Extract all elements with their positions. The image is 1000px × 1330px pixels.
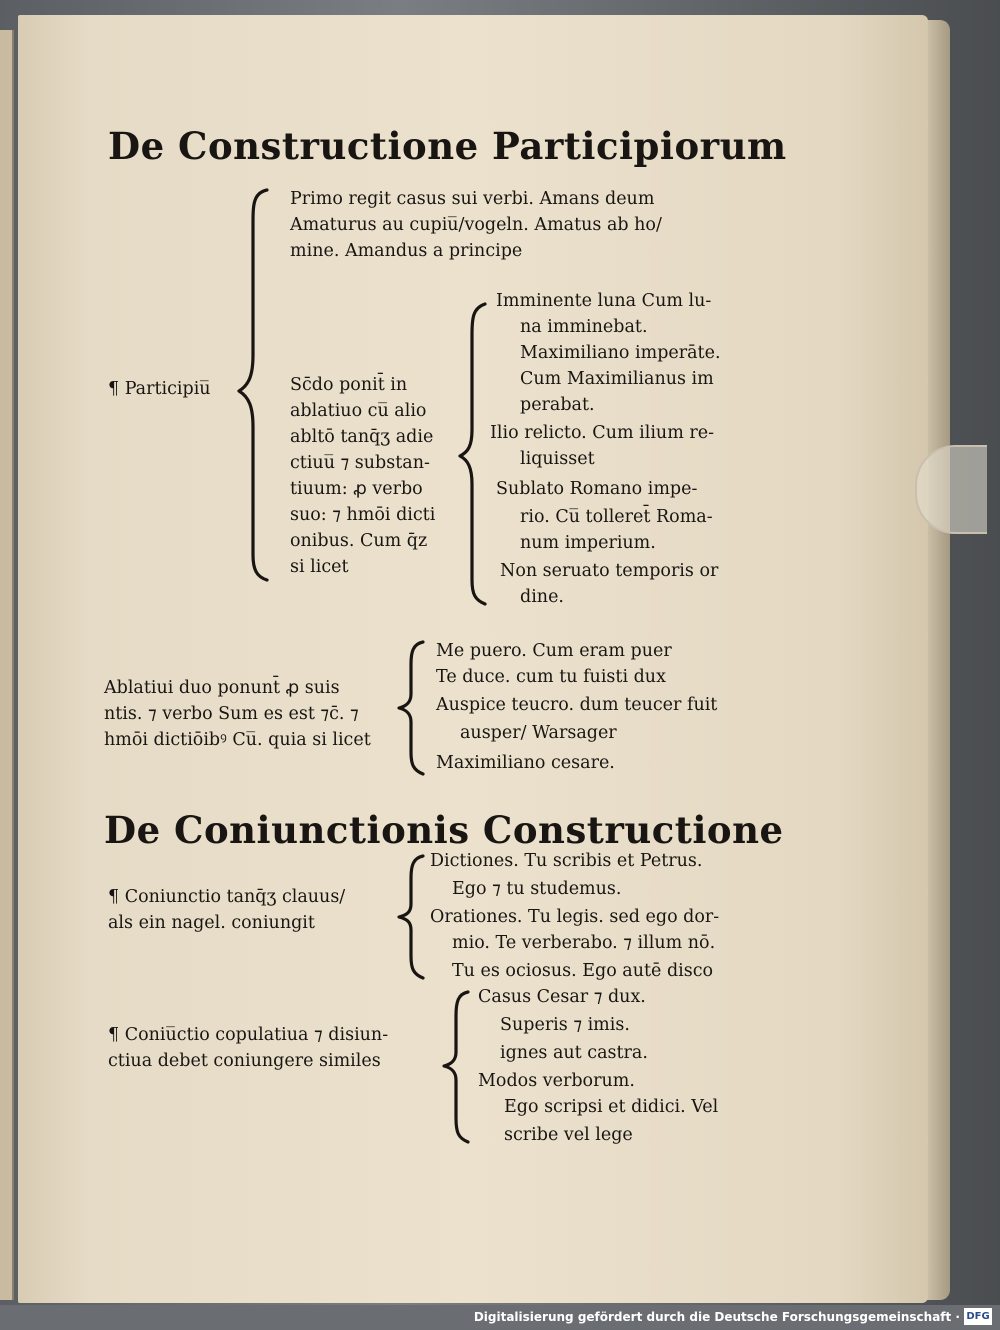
footer-bar	[0, 1305, 1000, 1330]
conjunction-rule-2-line-1: ¶ Coniu̅ctio copulatiua ⁊ disiun-	[108, 1025, 389, 1045]
participle-rule-2-line-3: abltō tanq̄ʒ adie	[290, 427, 434, 447]
participle-rule-2-line-5: tiuum: ꝓ verbo	[290, 479, 423, 499]
ablative-example-5: Maximiliano cesare.	[436, 753, 615, 773]
participle-example-11: Non seruato temporis or	[500, 561, 719, 581]
ablative-example-3: Auspice teucro. dum teucer fuit	[436, 695, 718, 715]
brace-ablative-examples	[395, 638, 431, 778]
conjunction-example-1-5: Tu es ociosus. Ego autē disco	[452, 961, 714, 981]
conjunction-rule-2-line-2: ctiua debet coniungere similes	[108, 1051, 381, 1071]
participle-example-12: dine.	[520, 587, 564, 607]
participle-rule-2-line-2: ablatiuo cu̅ alio	[290, 401, 427, 421]
conjunction-rule-1-line-2: als ein nagel. coniungit	[108, 913, 315, 933]
participle-rule-1-line-1: Primo regit casus sui verbi. Amans deum	[290, 189, 655, 209]
participle-rule-2-line-8: si licet	[290, 557, 349, 577]
brace-conjunction-examples-2	[440, 988, 476, 1148]
participle-rule-1-line-3: mine. Amandus a principe	[290, 241, 523, 261]
dfg-logo-icon: DFG	[964, 1308, 992, 1325]
participle-example-1: Imminente luna Cum lu-	[496, 291, 712, 311]
ablative-rule-line-2: ntis. ⁊ verbo Sum es est ⁊c̄. ⁊	[104, 704, 359, 724]
participle-label: ¶ Participiu̅	[108, 379, 211, 399]
participle-example-5: perabat.	[520, 395, 595, 415]
participle-rule-1-line-2: Amaturus au cupiu̅/vogeln. Amatus ab ho/	[290, 215, 662, 235]
participle-example-10: num imperium.	[520, 533, 656, 553]
participle-example-6: Ilio relicto. Cum ilium re-	[490, 423, 714, 443]
conjunction-example-1-3: Orationes. Tu legis. sed ego dor-	[430, 907, 720, 927]
conjunction-example-1-1: Dictiones. Tu scribis et Petrus.	[430, 851, 703, 871]
conjunction-example-2-2: Superis ⁊ imis.	[500, 1015, 630, 1035]
brace-conjunction-examples-1	[395, 852, 431, 982]
participle-example-3: Maximiliano imperāte.	[520, 343, 721, 363]
ablative-example-1: Me puero. Cum eram puer	[436, 641, 672, 661]
ablative-example-4: ausper/ Warsager	[460, 723, 617, 743]
participle-rule-2-line-6: suo: ⁊ hmōi dicti	[290, 505, 436, 525]
participle-rule-2-line-1: Sc̄do ponit̄ in	[290, 375, 408, 395]
participle-example-7: liquisset	[520, 449, 595, 469]
page-clip-tab	[915, 445, 987, 534]
brace-participle-examples	[455, 300, 495, 610]
section-title-participles: De Constructione Participiorum	[108, 124, 787, 168]
participle-example-8: Sublato Romano impe-	[496, 479, 698, 499]
brace-participles	[235, 185, 275, 585]
conjunction-example-1-2: Ego ⁊ tu studemus.	[452, 879, 622, 899]
section-title-conjunctions: De Coniunctionis Constructione	[104, 808, 784, 852]
participle-example-4: Cum Maximilianus im	[520, 369, 714, 389]
conjunction-example-2-5: Ego scripsi et didici. Vel	[504, 1097, 719, 1117]
ablative-example-2: Te duce. cum tu fuisti dux	[436, 667, 666, 687]
previous-page-edge	[0, 30, 14, 1300]
conjunction-example-2-3: ignes aut castra.	[500, 1043, 648, 1063]
participle-example-2: na imminebat.	[520, 317, 648, 337]
conjunction-example-2-6: scribe vel lege	[504, 1125, 633, 1145]
ablative-rule-line-1: Ablatiui duo ponunt̄ ꝓ suis	[104, 678, 340, 698]
ablative-rule-line-3: hmōi dictiōibꝰ Cu̅. quia si licet	[104, 730, 371, 750]
participle-example-9: rio. Cu̅ tolleret̄ Roma-	[520, 507, 713, 527]
conjunction-example-1-4: mio. Te verberabo. ⁊ illum nō.	[452, 933, 716, 953]
participle-rule-2-line-7: onibus. Cum q̄z	[290, 531, 428, 551]
conjunction-example-2-1: Casus Cesar ⁊ dux.	[478, 987, 646, 1007]
footer-credit: Digitalisierung gefördert durch die Deutsche Forschungsgemeinschaft ·	[473, 1310, 960, 1324]
participle-rule-2-line-4: ctiuu̅ ⁊ substan-	[290, 453, 430, 473]
conjunction-rule-1-line-1: ¶ Coniunctio tanq̄ʒ clauus/	[108, 887, 346, 907]
conjunction-example-2-4: Modos verborum.	[478, 1071, 635, 1091]
